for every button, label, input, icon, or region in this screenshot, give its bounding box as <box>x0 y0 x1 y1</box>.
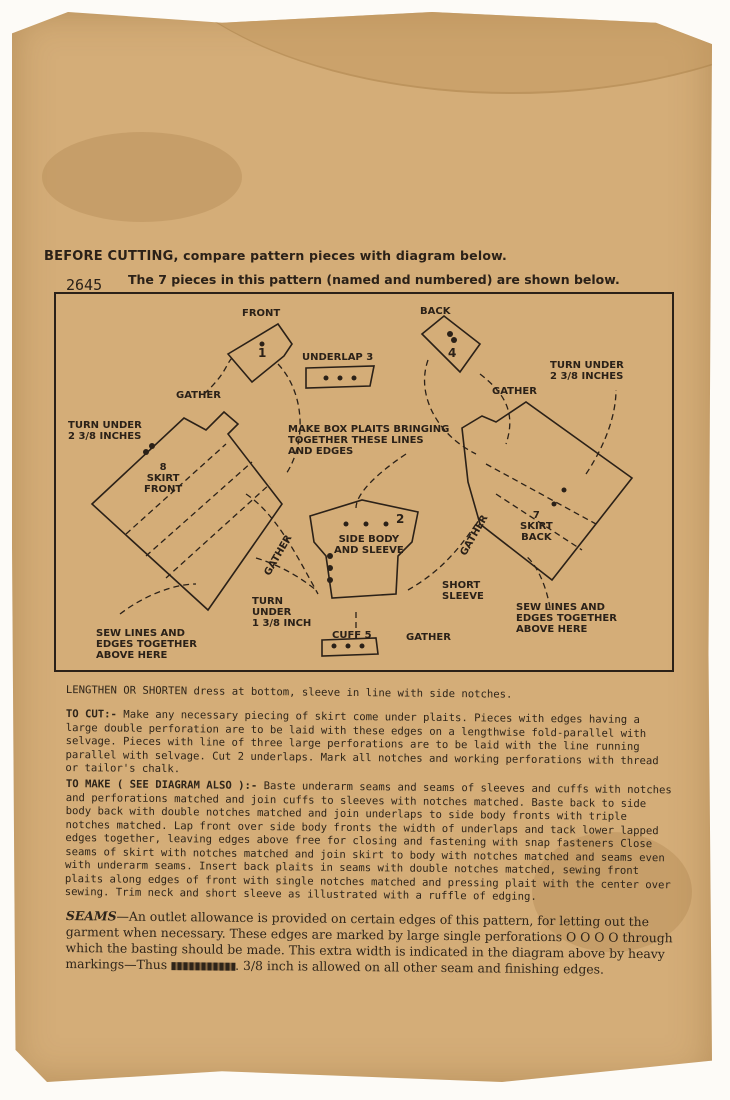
label-gather-bottom: GATHER <box>406 632 451 643</box>
seams-lead: SEAMS <box>65 908 117 924</box>
label-skirt-front: 8 SKIRT FRONT <box>144 462 183 495</box>
before-cutting-heading <box>44 248 694 264</box>
seams-instruction <box>65 908 676 978</box>
label-gather-right: GATHER <box>492 386 537 397</box>
envelope-flap-arc <box>132 12 712 94</box>
to-make-lead: TO MAKE ( SEE DIAGRAM ALSO ):- <box>65 778 258 793</box>
label-turn-under-left: TURN UNDER 2 3/8 INCHES <box>68 420 142 442</box>
label-short-sleeve: SHORT SLEEVE <box>442 580 484 602</box>
seams-tail: . 3/8 inch is allowed on all other seam and finishing edges. <box>235 957 605 977</box>
label-back: BACK <box>420 306 451 317</box>
to-cut-instruction <box>65 708 676 782</box>
label-front: FRONT <box>242 308 281 319</box>
label-underlap: UNDERLAP 3 <box>302 352 374 363</box>
before-cutting-caps: BEFORE CUTTING, <box>44 249 179 264</box>
before-cutting-rest: compare pattern pieces with diagram below. <box>178 248 508 263</box>
pieces-line: The 7 pieces in this pattern (named and numbered) are shown below. <box>128 272 620 287</box>
heavy-marking-sample <box>171 962 235 971</box>
label-turn-under-inch: TURN UNDER 1 3/8 INCH <box>252 596 312 629</box>
label-gather-side-left: GATHER <box>262 533 295 578</box>
lengthen-instruction: LENGTHEN OR SHORTEN dress at bottom, sleeve in line with side notches. <box>65 684 513 701</box>
pattern-number: 2645 <box>66 276 103 294</box>
to-cut-text: Make any necessary piecing of skirt come under plaits. Pieces with edges having a large double perforation are to be laid with these edges on a lengthwise fold-parallel with selvage. Pieces with line of three large perforations are to be laid with the line running parallel with selvage. Cut 2 underlaps. Mark all notches and working perforations with thread or tailor's chalk. <box>65 708 659 776</box>
to-make-instruction <box>65 778 676 906</box>
label-turn-under-right: TURN UNDER 2 3/8 INCHES <box>550 360 624 382</box>
paper-stain <box>42 132 242 222</box>
label-sew-lines-left: SEW LINES AND EDGES TOGETHER ABOVE HERE <box>96 628 197 661</box>
pattern-diagram <box>54 292 674 672</box>
to-cut-lead: TO CUT:- <box>65 708 118 721</box>
label-box-plaits: MAKE BOX PLAITS BRINGING TOGETHER THESE LINES AND EDGES <box>288 424 450 457</box>
to-make-text: Baste underarm seams and seams of sleeves and cuffs with notches and perforations matched and join cuffs to sleeves with notches matched. Baste back to side body back with double notches matched and join underlaps to side body fronts with triple notches matched. Lap front over side body fronts the width of underlaps and tack lower lapped edges together, leaving edges above free for closing and fastening with snap fasteners Close seams of skirt with notches matched and join skirt to body with notches matched and seams even with underarm seams. Insert back plaits in seams with double notches matched, sewing front plaits along edges of front with single notches matched and pressing plait with the center over sewing. Trim neck and short sleeve as illustrated with a ruffle of edging. <box>64 780 672 903</box>
label-front-number: 1 <box>258 346 267 360</box>
label-side-body: SIDE BODY AND SLEEVE <box>334 534 404 556</box>
label-gather-side-right: GATHER <box>458 513 491 558</box>
seams-text: —An outlet allowance is provided on certain edges of this pattern, for letting out the garment when necessary. These edges are marked by large single perforations O O O O through which the basting should be made. This extra width is indicated in the diagram above by heavy markings—Thus <box>65 908 673 973</box>
label-back-number: 4 <box>448 346 457 360</box>
back-piece-shape <box>422 316 480 372</box>
label-skirt-back: 7 SKIRT BACK <box>520 510 553 543</box>
skirt-back-shape <box>462 402 632 580</box>
label-gather-left: GATHER <box>176 390 221 401</box>
label-side-body-number: 2 <box>396 512 405 526</box>
label-cuff: CUFF 5 <box>332 630 372 641</box>
label-sew-lines-right: SEW LINES AND EDGES TOGETHER ABOVE HERE <box>516 602 617 635</box>
